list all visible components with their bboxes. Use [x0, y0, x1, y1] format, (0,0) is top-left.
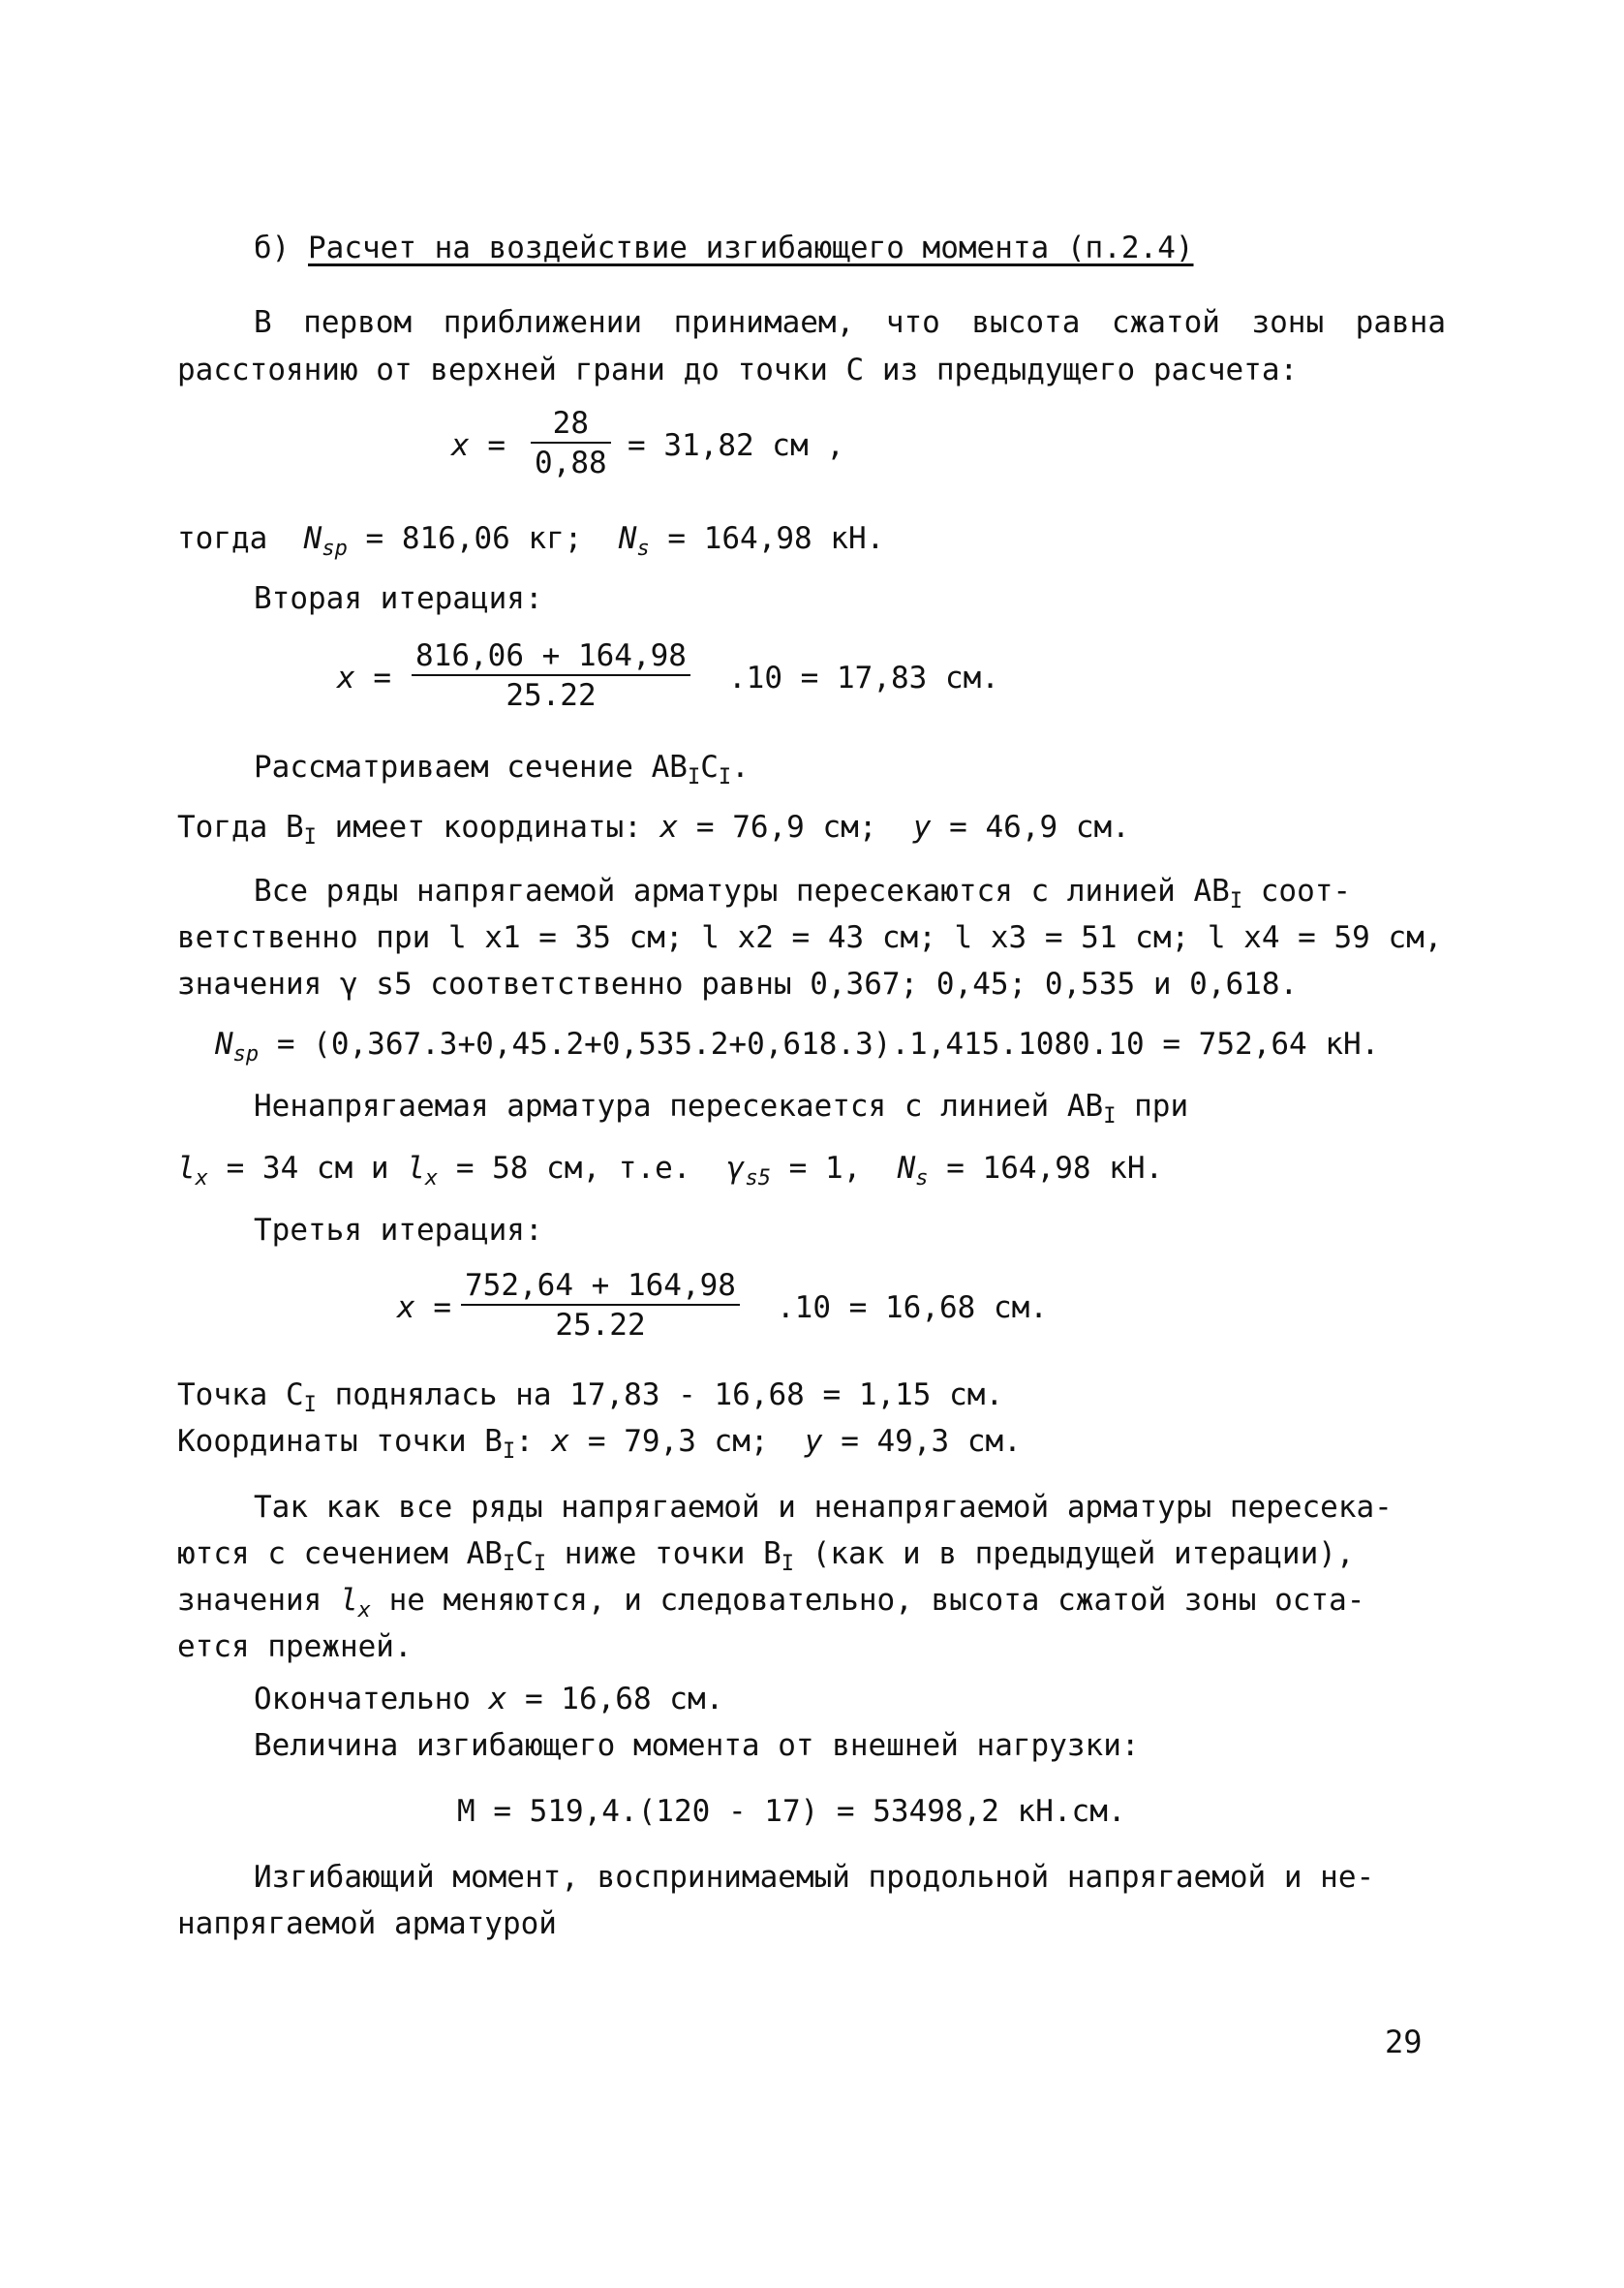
- eq4-rhs: .10 = 16,68 см.: [777, 1290, 1048, 1325]
- para4-sub3: I: [781, 1552, 795, 1576]
- l-symbol-2: l: [407, 1151, 425, 1186]
- gamma-symbol: γ: [726, 1151, 746, 1186]
- para2-line1-sub: I: [1229, 889, 1243, 913]
- para4-sub1: I: [502, 1552, 516, 1576]
- x-subscript-3: x: [357, 1598, 371, 1623]
- eq2-lhs: x =: [337, 661, 391, 696]
- point-line: [177, 1376, 1004, 1417]
- para2-line3: значения γ s5 соответственно равны 0,367; 0,45; 0,535 и 0,618.: [177, 967, 1299, 1002]
- eq3-line: [215, 1025, 1380, 1067]
- coords2-prefix: Координаты точки В: [177, 1424, 503, 1459]
- heading-title: Расчет на воздействие изгибающего момента (п.2.4): [308, 231, 1194, 265]
- s-subscript: s: [636, 537, 650, 561]
- coords2-line: [177, 1422, 1022, 1464]
- n-symbol-3: N: [897, 1151, 916, 1186]
- section-sub2: I: [718, 765, 732, 789]
- eq4-denominator: 25.22: [555, 1308, 646, 1343]
- y-symbol: y: [912, 810, 932, 845]
- eq3-n-symbol: N: [215, 1027, 233, 1062]
- s5-subscript: s5: [745, 1166, 771, 1190]
- eq2-rhs: .10 = 17,83 см.: [728, 661, 999, 696]
- x-subscript: x: [195, 1166, 208, 1190]
- iteration2-label: Вторая итерация:: [254, 581, 543, 616]
- para2-line1: [254, 872, 1351, 911]
- para4-line2c: ниже точки В: [546, 1536, 781, 1571]
- n-symbol-2: N: [618, 521, 637, 556]
- para2-line2: ветственно при l x1 = 35 см; l x2 = 43 см; l x3 = 51 см; l x4 = 59 см,: [177, 920, 1443, 955]
- togda-line: [177, 519, 885, 561]
- x-symbol: x: [659, 810, 679, 845]
- final-line: [254, 1680, 723, 1718]
- para3-line1b: при: [1116, 1089, 1189, 1124]
- section-sub1: I: [687, 765, 701, 789]
- para1-line2: расстоянию от верхней грани до точки С из предыдущего расчета:: [177, 353, 1299, 387]
- eq1-fraction: [531, 405, 611, 482]
- para3-line1a: Ненапрягаемая арматура пересекается с линией АВ: [254, 1089, 1104, 1124]
- eq3-sp-subscript: sp: [232, 1042, 260, 1067]
- y-value-2: = 49,3 см.: [822, 1424, 1022, 1459]
- para4-line3b: не меняются, и следовательно, высота сжатой зоны оста-: [370, 1583, 1365, 1618]
- para5-line1: Изгибающий момент, воспринимаемый продольной напрягаемой и не-: [254, 1860, 1375, 1895]
- para5-line2: напрягаемой арматурой: [177, 1906, 557, 1941]
- section-mid: С: [700, 750, 719, 785]
- sp-subscript: sp: [322, 537, 348, 561]
- coords2-sub: I: [502, 1439, 516, 1464]
- eq1-denominator: 0,88: [535, 446, 607, 480]
- coords1-sub: I: [303, 825, 317, 850]
- para3-line2: [177, 1149, 1163, 1188]
- lx-value-1: = 34 см и: [207, 1151, 408, 1186]
- iteration3-label: Третья итерация:: [254, 1213, 543, 1248]
- l-symbol: l: [177, 1151, 196, 1186]
- eq2-denominator: 25.22: [506, 678, 597, 713]
- x-value: = 76,9 см;: [678, 810, 877, 845]
- para4-line3: [177, 1581, 1365, 1623]
- gamma-value: = 1,: [770, 1151, 879, 1186]
- para1-line1: В первом приближении принимаем, что высота сжатой зоны равна: [254, 305, 1446, 340]
- heading-label: б): [254, 231, 291, 265]
- eq2-numerator: 816,06 + 164,98: [412, 637, 690, 676]
- coords1-prefix: Тогда В: [177, 810, 304, 845]
- page-number: 29: [1385, 2024, 1423, 2060]
- final-prefix: Окончательно: [254, 1682, 489, 1716]
- eq1-numerator: 28: [531, 405, 611, 444]
- point-rest: поднялась на 17,83 - 16,68 = 1,15 см.: [316, 1377, 1004, 1412]
- para4-line2: [177, 1534, 1355, 1576]
- x-symbol-2: x: [551, 1424, 570, 1459]
- para3-line1: [254, 1087, 1189, 1129]
- section-suffix: .: [731, 750, 750, 785]
- s-subscript-3: s: [915, 1166, 929, 1190]
- moment-equation: M = 519,4.(120 - 17) = 53498,2 кН.см.: [457, 1794, 1126, 1829]
- point-sub: I: [303, 1393, 317, 1417]
- eq4-lhs: x =: [397, 1290, 451, 1325]
- y-value: = 46,9 см.: [931, 810, 1130, 845]
- eq2-fraction: [412, 637, 690, 715]
- para4-line2a: ются с сечением АВ: [177, 1536, 503, 1571]
- eq3-text: = (0,367.3+0,45.2+0,535.2+0,618.3).1,415.1080.10 = 752,64 кН.: [259, 1027, 1380, 1062]
- section-prefix: Рассматриваем сечение АВ: [254, 750, 688, 785]
- x-symbol-3: x: [488, 1682, 507, 1716]
- eq1-rhs: = 31,82 см ,: [628, 428, 844, 463]
- n-symbol: N: [303, 521, 322, 556]
- moment-label: Величина изгибающего момента от внешней нагрузки:: [254, 1728, 1140, 1763]
- section-line: [254, 748, 750, 787]
- x-subscript-2: x: [424, 1166, 439, 1190]
- final-rest: = 16,68 см.: [506, 1682, 724, 1716]
- y-symbol-2: y: [804, 1424, 823, 1459]
- eq1-lhs: x =: [451, 428, 506, 463]
- eq4-numerator: 752,64 + 164,98: [461, 1267, 740, 1306]
- togda-word: тогда: [177, 521, 268, 556]
- para3-line1-sub: I: [1103, 1104, 1117, 1129]
- ns-value-3: = 164,98 кН.: [928, 1151, 1164, 1186]
- lx-value-2: = 58 см, т.е.: [438, 1151, 710, 1186]
- x-value-2: = 79,3 см;: [569, 1424, 769, 1459]
- para4-line3a: значения: [177, 1583, 340, 1618]
- eq4-fraction: [461, 1267, 740, 1345]
- coords2-colon: :: [515, 1424, 534, 1459]
- para2-line1a: Все ряды напрягаемой арматуры пересекаются с линией АВ: [254, 874, 1230, 909]
- para4-line2d: (как и в предыдущей итерации),: [794, 1536, 1355, 1571]
- section-heading: [254, 229, 1194, 267]
- para2-line1b: соот-: [1242, 874, 1352, 909]
- l-symbol-3: l: [339, 1583, 358, 1618]
- para4-line1: Так как все ряды напрягаемой и ненапрягаемой арматуры пересека-: [254, 1490, 1393, 1525]
- para4-line4: ется прежней.: [177, 1629, 413, 1664]
- coords1-line: [177, 808, 1130, 850]
- point-prefix: Точка С: [177, 1377, 304, 1412]
- nsp-value: = 816,06 кг;: [347, 521, 583, 556]
- ns-value: = 164,98 кН.: [649, 521, 885, 556]
- para4-sub2: I: [533, 1552, 547, 1576]
- coords1-rest: имеет координаты:: [316, 810, 642, 845]
- para4-line2b: С: [515, 1536, 534, 1571]
